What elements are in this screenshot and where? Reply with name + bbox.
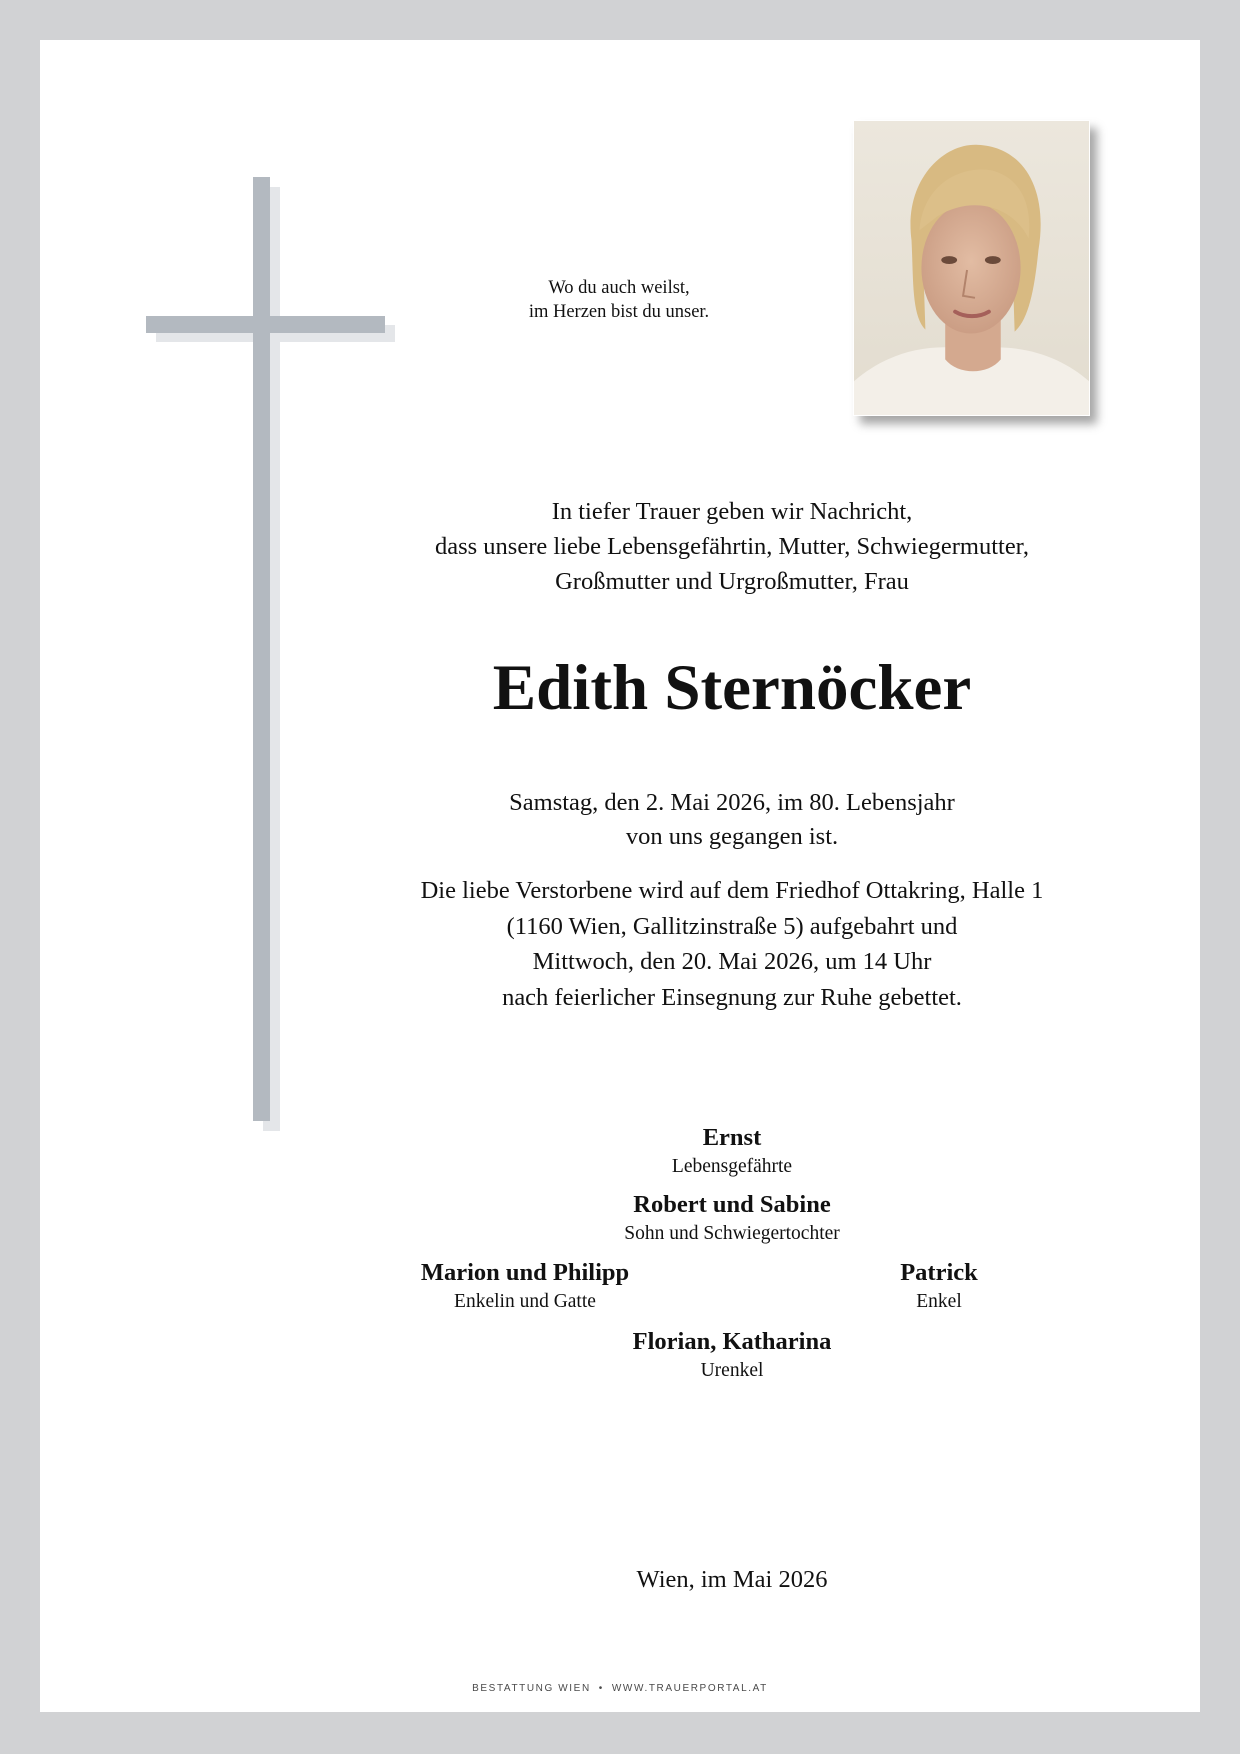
mourner-relation: Enkel <box>916 1291 962 1312</box>
footer <box>40 1680 1200 1698</box>
mourner-entry <box>325 1259 725 1316</box>
obituary-card <box>40 40 1200 1712</box>
announcement-line: In tiefer Trauer geben wir Nachricht, <box>551 498 913 525</box>
announcement-line: Großmutter und Urgroßmutter, Frau <box>555 568 909 595</box>
mourner-name: Marion und Philipp <box>420 1259 630 1286</box>
mourner-name: Florian, Katharina <box>632 1328 832 1355</box>
mourner-relation: Sohn und Schwiegertochter <box>624 1223 840 1244</box>
quote-line: Wo du auch weilst, <box>548 278 690 298</box>
cross-horizontal-bar <box>146 316 385 333</box>
quote <box>469 276 769 324</box>
death-line: von uns gegangen ist. <box>625 823 839 850</box>
funeral-line: Die liebe Verstorbene wird auf dem Friedhof Ottakring, Halle 1 <box>420 877 1044 904</box>
funeral-line: nach feierlicher Einsegnung zur Ruhe gebettet. <box>502 983 962 1011</box>
mourner-entry <box>739 1259 1139 1316</box>
mourner-name: Robert und Sabine <box>633 1191 831 1218</box>
footer-separator: • <box>598 1683 604 1694</box>
place-and-date: Wien, im Mai 2026 <box>636 1566 828 1593</box>
mourner-relation: Lebensgefährte <box>671 1156 793 1177</box>
mourner-entry <box>532 1328 932 1385</box>
footer-company: BESTATTUNG WIEN <box>472 1683 591 1694</box>
mourner-name: Patrick <box>900 1259 978 1286</box>
announcement <box>332 494 1132 599</box>
footer-website: WWW.TRAUERPORTAL.AT <box>611 1683 768 1694</box>
portrait-image <box>854 121 1089 415</box>
funeral-details <box>332 873 1132 1015</box>
announcement-line: dass unsere liebe Lebensgefährtin, Mutter, Schwiegermutter, <box>434 533 1029 560</box>
funeral-line: (1160 Wien, Gallitzinstraße 5) aufgebahrt und <box>506 912 958 940</box>
mourner-relation: Enkelin und Gatte <box>454 1291 596 1312</box>
mourner-relation: Urenkel <box>700 1360 764 1381</box>
portrait-photo <box>853 120 1090 416</box>
funeral-line: Mittwoch, den 20. Mai 2026, um 14 Uhr <box>532 948 932 975</box>
death-notice <box>332 786 1132 854</box>
mourner-entry <box>532 1124 932 1181</box>
death-line: Samstag, den 2. Mai 2026, im 80. Lebensjahr <box>509 789 955 816</box>
quote-line: im Herzen bist du unser. <box>528 302 710 322</box>
deceased-name: Edith Sternöcker <box>492 652 972 724</box>
mourner-entry <box>532 1191 932 1248</box>
mourner-name: Ernst <box>702 1124 762 1151</box>
